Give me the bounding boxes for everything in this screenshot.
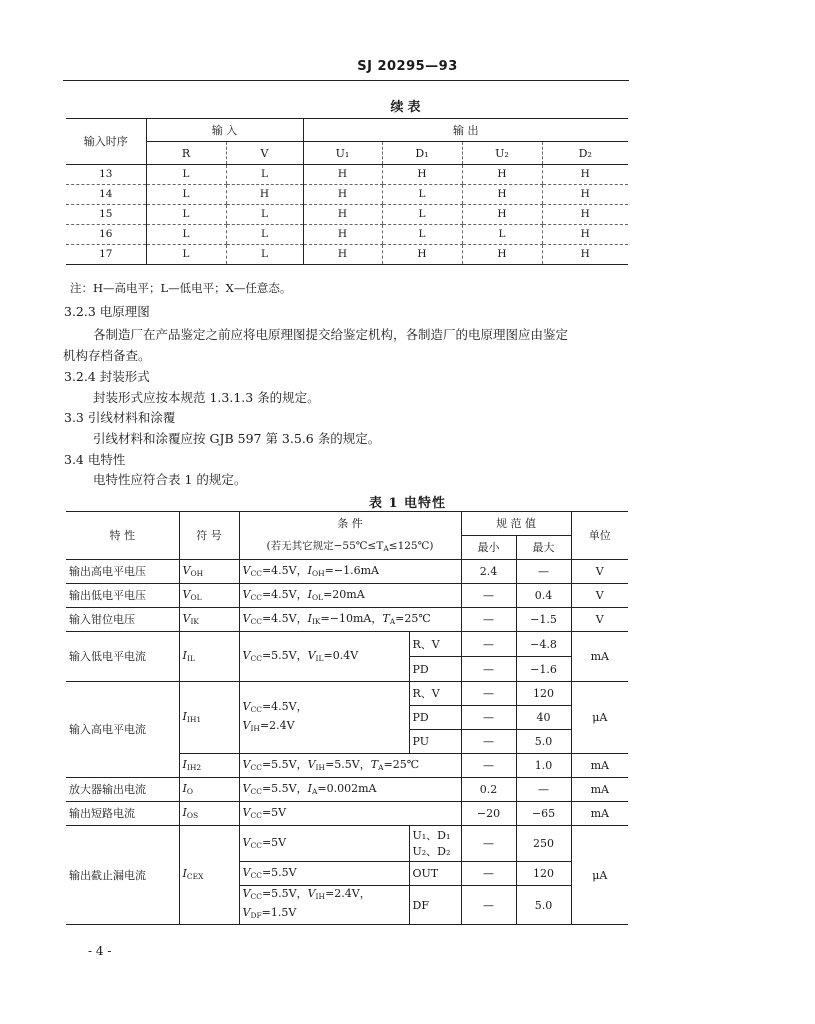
table-row: $I_{IH2}$ $V_{CC}=5.5V$，$V_{IH}=5.5V$，$T_A=25℃$ — 1.0 mA xyxy=(66,754,628,778)
table-row: 输出低电平电压 $V_{OL}$ $V_{CC}=4.5V$，$I_{OL}=20mA$ — 0.4 V xyxy=(66,584,628,608)
table-row: PD — −1.6 xyxy=(66,657,628,682)
conditions: $V_{CC}=5.5V$，$V_{IH}=5.5V$，$T_A=25℃$ xyxy=(239,754,461,778)
col-header-seq: 输入时序 xyxy=(66,119,146,165)
section-3-2-3-body: 各制造厂在产品鉴定之前应将电原理图提交给鉴定机构，各制造厂的电原理图应由鉴定 xyxy=(93,327,569,342)
conditions-subheader: (若无其它规定$-55℃\le T_A\le 125℃$) xyxy=(239,536,461,560)
conditions: $V_{CC}=5.5V$，$V_{IL}=0.4V$ xyxy=(239,632,409,682)
col-header-characteristic: 特 性 xyxy=(66,512,179,560)
table-row: 输入高电平电流 $I_{IH1}$ $V_{CC}=4.5V$， $V_{IH}=2.4V$ R、V — 120 μA xyxy=(66,682,628,706)
conditions: $V_{CC}=5V$ xyxy=(239,826,409,862)
col-header-d2: D₂ xyxy=(542,142,628,165)
table-row: 输出短路电流 $I_{OS}$ $V_{CC}=5V$ −20 −65 mA xyxy=(66,802,628,826)
section-3-2-3-body-cont: 机构存档备查。 xyxy=(63,348,151,363)
section-3-4-body: 电特性应符合表 1 的规定。 xyxy=(93,472,247,487)
section-3-3-title: 3.3 引线材料和涂覆 xyxy=(64,410,176,425)
conditions: $V_{CC}=4.5V$， $V_{IH}=2.4V$ xyxy=(239,682,409,754)
continued-table-caption: 续表 xyxy=(390,100,425,115)
col-header-input: 输 入 xyxy=(146,119,303,142)
symbol: $V_{IK}$ xyxy=(179,608,239,632)
conditions: $V_{CC}=4.5V$，$I_{OL}=20mA$ xyxy=(239,584,461,608)
header-rule xyxy=(63,80,629,81)
col-header-u2: U₂ xyxy=(462,142,542,165)
section-3-4-title: 3.4 电特性 xyxy=(64,452,126,467)
table-row: $V_{CC}=5.5V$ OUT — 120 xyxy=(66,862,628,886)
table-row: 15 L L H L H H xyxy=(66,205,628,225)
table-1-caption: 表 1 电特性 xyxy=(368,496,447,511)
table-row: 输出高电平电压 $V_{OH}$ $V_{CC}=4.5V$，$I_{OH}=-1.6mA$ 2.4 — V xyxy=(66,560,628,584)
col-header-spec: 规 范 值 xyxy=(461,512,571,536)
col-header-conditions: 条 件 xyxy=(239,512,461,536)
conditions: $V_{CC}=5.5V$ xyxy=(239,862,409,886)
conditions: $V_{CC}=5.5V$，$I_A=0.002mA$ xyxy=(239,778,461,802)
table-row: 输出截止漏电流 $I_{CEX}$ $V_{CC}=5V$ U₁、D₁ U₂、D₂ — 250 μA xyxy=(66,826,628,862)
symbol: $I_{IH2}$ xyxy=(179,754,239,778)
table-row: 输入低电平电流 $I_{IL}$ $V_{CC}=5.5V$，$V_{IL}=0.4V$ R、V — −4.8 mA xyxy=(66,632,628,657)
symbol: $I_{IL}$ xyxy=(179,632,239,682)
col-header-v: V xyxy=(226,142,303,165)
conditions: $V_{CC}=5V$ xyxy=(239,802,461,826)
symbol: $I_{CEX}$ xyxy=(179,826,239,925)
conditions: $V_{CC}=4.5V$，$I_{IK}=-10mA$，$T_A=25℃$ xyxy=(239,608,461,632)
symbol: $I_{OS}$ xyxy=(179,802,239,826)
col-header-unit: 单位 xyxy=(571,512,628,560)
table-note: 注：H—高电平；L—低电平；X—任意态。 xyxy=(70,281,292,295)
table-row: 14 L H H L H H xyxy=(66,185,628,205)
col-header-symbol: 符 号 xyxy=(179,512,239,560)
col-header-r: R xyxy=(146,142,226,165)
page-number: - 4 - xyxy=(88,944,112,958)
electrical-characteristics-table xyxy=(66,511,628,925)
document-number: SJ 20295—93 xyxy=(357,59,458,74)
col-header-min: 最小 xyxy=(461,536,516,560)
symbol: $V_{OL}$ xyxy=(179,584,239,608)
section-3-2-4-body: 封装形式应按本规范 1.3.1.3 条的规定。 xyxy=(93,390,320,405)
col-header-u1: U₁ xyxy=(303,142,382,165)
table-row: 输入钳位电压 $V_{IK}$ $V_{CC}=4.5V$，$I_{IK}=-10mA$，$T_A=25℃$ — −1.5 V xyxy=(66,608,628,632)
symbol: $V_{OH}$ xyxy=(179,560,239,584)
col-header-output: 输 出 xyxy=(303,119,628,142)
symbol: $I_{IH1}$ xyxy=(179,682,239,754)
table-row: 17 L L H H H H xyxy=(66,245,628,265)
table-row: $V_{CC}=5.5V$，$V_{IH}=2.4V$， $V_{DF}=1.5V$ DF — 5.0 xyxy=(66,886,628,925)
symbol: $I_O$ xyxy=(179,778,239,802)
section-3-2-4-title: 3.2.4 封装形式 xyxy=(64,369,150,384)
conditions: $V_{CC}=4.5V$，$I_{OH}=-1.6mA$ xyxy=(239,560,461,584)
section-3-3-body: 引线材料和涂覆应按 GJB 597 第 3.5.6 条的规定。 xyxy=(93,431,381,446)
table-row: PD — 40 xyxy=(66,706,628,730)
table-row: 13 L L H H H H xyxy=(66,165,628,185)
truth-table-continued xyxy=(66,118,628,265)
table-row: 放大器输出电流 $I_O$ $V_{CC}=5.5V$，$I_A=0.002mA$ 0.2 — mA xyxy=(66,778,628,802)
col-header-d1: D₁ xyxy=(382,142,462,165)
table-row: PU — 5.0 xyxy=(66,730,628,754)
section-3-2-3-title: 3.2.3 电原理图 xyxy=(64,304,150,319)
conditions: $V_{CC}=5.5V$，$V_{IH}=2.4V$， $V_{DF}=1.5V$ xyxy=(239,886,409,925)
table-row: 16 L L H L L H xyxy=(66,225,628,245)
col-header-max: 最大 xyxy=(516,536,571,560)
